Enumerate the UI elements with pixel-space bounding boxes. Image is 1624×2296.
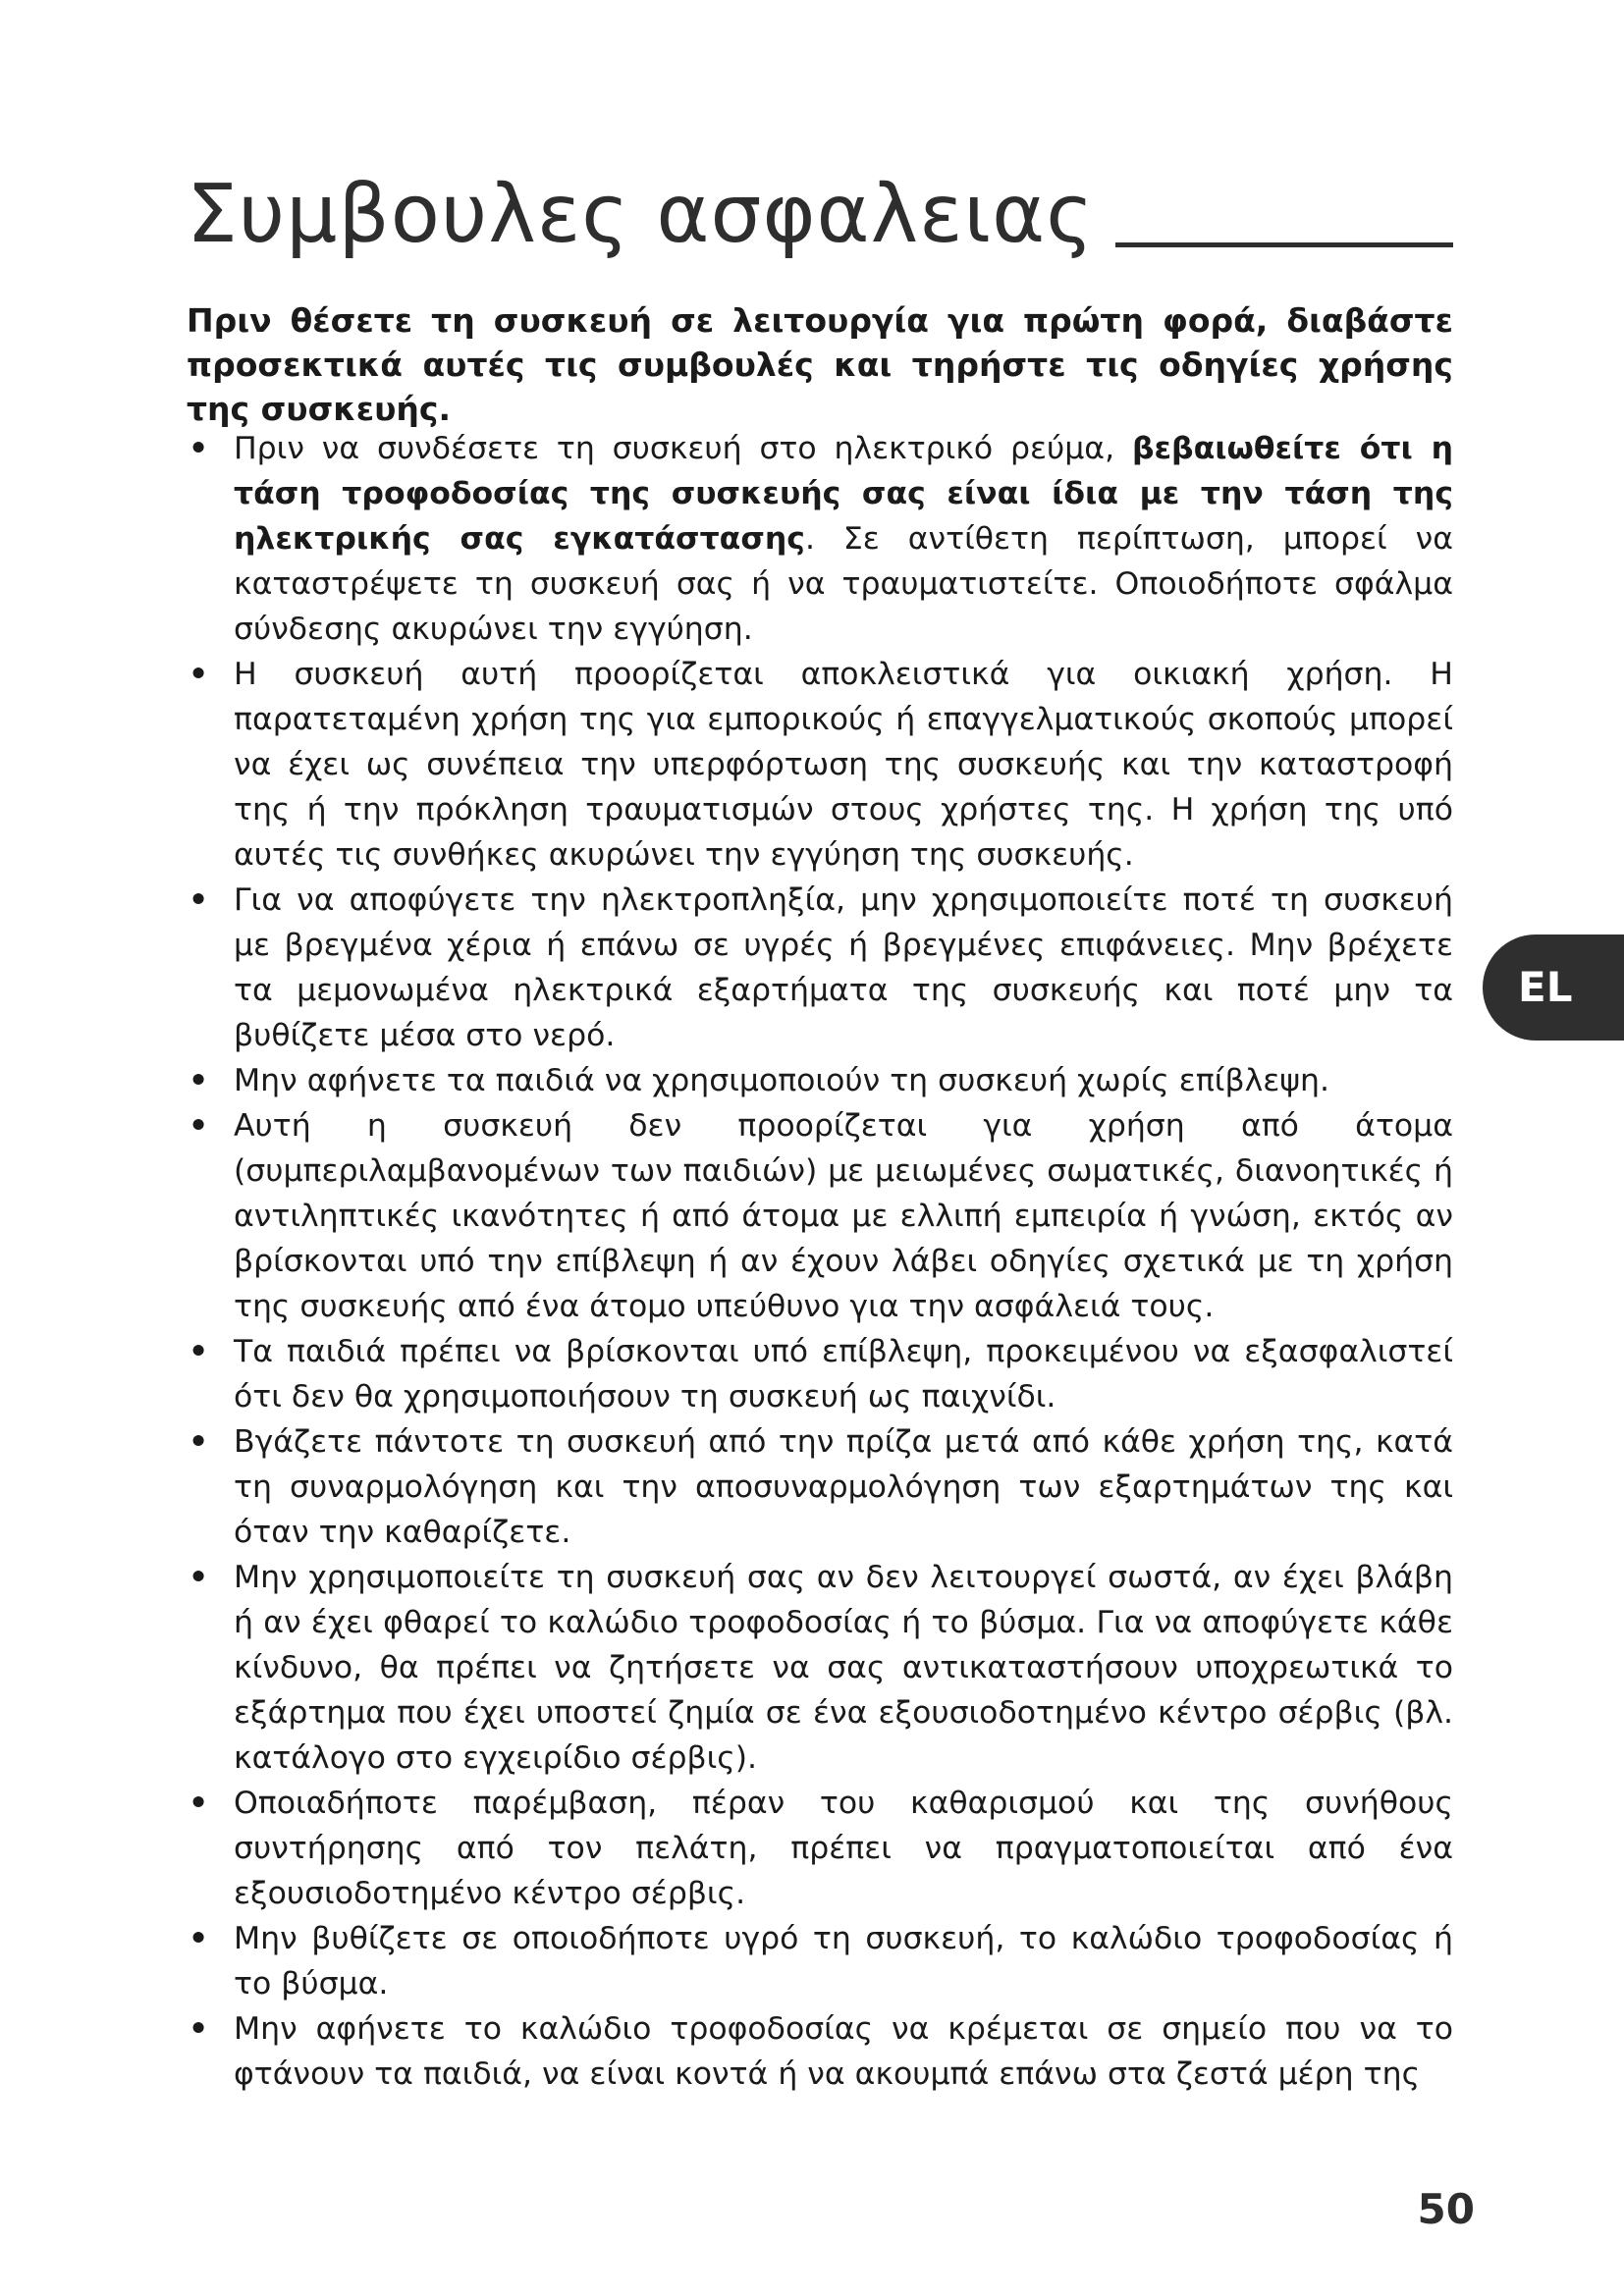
page-title-text: Συμβουλες ασφαλειας [187,168,1095,261]
item-text: Μην χρησιμοποιείτε τη συσκευή σας αν δεν λειτουργεί σωστά, αν έχει βλάβη ή αν έχει φθαρεί το καλώδιο τροφοδοσίας ή το βύσμα. Για να αποφύγετε κάθε κίνδυνο, θα πρέπει να ζητήσετε να σας αντικαταστήσουν υποχρεωτικά το εξάρτημα που έχει υποστεί ζημία σε ένα εξουσιοδοτημένο κέντρο σέρβις (βλ. κατάλογο στο εγχειρίδιο σέρβις). [234,1560,1453,1776]
item-text: Μην αφήνετε το καλώδιο τροφοδοσίας να κρέμεται σε σημείο που να το φτάνουν τα παιδιά, να είναι κοντά ή να ακουμπά επάνω στα ζεστά μέρη της [234,2011,1453,2092]
list-item [187,652,1453,878]
list-item [187,1781,1453,1916]
safety-instructions-list [187,426,1453,2097]
language-tab: EL [1483,934,1624,1041]
item-text: Μην αφήνετε τα παιδιά να χρησιμοποιούν τη συσκευή χωρίς επίβλεψη. [234,1063,1329,1098]
list-item [187,426,1453,652]
item-text: Για να αποφύγετε την ηλεκτροπληξία, μην χρησιμοποιείτε ποτέ τη συσκευή με βρεγμένα χέρια ή επάνω σε υγρές ή βρεγμένες επιφάνειες. Μην βρέχετε τα μεμονωμένα ηλεκτρικά εξαρτήματα της συσκευής και ποτέ μην τα βυθίζετε μέσα στο νερό. [234,882,1453,1053]
bullet-icon: • [189,657,209,692]
intro-paragraph: Πριν θέσετε τη συσκευή σε λειτουργία για πρώτη φορά, διαβάστε προσεκτικά αυτές τις συμβουλές και τηρήστε τις οδηγίες χρήσης της συσκευής. [187,301,1453,428]
list-item [187,1419,1453,1555]
item-text: Αυτή η συσκευή δεν προορίζεται για χρήση από άτομα (συμπεριλαμβανομένων των παιδιών) με μειωμένες σωματικές, διανοητικές ή αντιληπτικές ικανότητες ή από άτομα με ελλιπή εμπειρία ή γνώση, εκτός αν βρίσκονται υπό την επίβλεψη ή αν έχουν λάβει οδηγίες σχετικά με τη χρήση της συσκευής από ένα άτομο υπεύθυνο για την ασφάλειά τους. [234,1108,1453,1324]
bullet-icon: • [189,1560,209,1595]
item-text: Τα παιδιά πρέπει να βρίσκονται υπό επίβλεψη, προκειμένου να εξασφαλιστεί ότι δεν θα χρησιμοποιήσουν τη συσκευή ως παιχνίδι. [234,1334,1453,1415]
bullet-icon: • [189,882,209,918]
item-text: Βγάζετε πάντοτε τη συσκευή από την πρίζα μετά από κάθε χρήση της, κατά τη συναρμολόγηση και την αποσυναρμολόγηση των εξαρτημάτων της και όταν την καθαρίζετε. [234,1424,1453,1550]
item-text: Οποιαδήποτε παρέμβαση, πέραν του καθαρισμού και της συνήθους συντήρησης από τον πελάτη, πρέπει να πραγματοποιείται από ένα εξουσιοδοτημένο κέντρο σέρβις. [234,1786,1453,1911]
list-item [187,1916,1453,2006]
list-item [187,878,1453,1058]
page-title [187,168,1453,261]
list-item [187,2006,1453,2097]
list-item [187,1329,1453,1419]
bullet-icon: • [189,1921,209,1956]
bullet-icon: • [189,1063,209,1098]
bullet-icon: • [189,1334,209,1369]
item-text: Μην βυθίζετε σε οποιοδήποτε υγρό τη συσκευή, το καλώδιο τροφοδοσίας ή το βύσμα. [234,1921,1453,2002]
list-item [187,1555,1453,1781]
bullet-icon: • [189,1424,209,1460]
bullet-icon: • [189,431,209,466]
page-number: 50 [1417,2185,1475,2233]
list-item [187,1058,1453,1103]
title-underline-rule [1115,242,1453,247]
item-text-bold: βεβαιωθείτε ότι η τάση τροφοδοσίας της συσκευής σας είναι ίδια με την τάση της ηλεκτρικής σας εγκατάστασης [234,431,1453,557]
bullet-icon: • [189,2011,209,2047]
bullet-icon: • [189,1108,209,1144]
item-text: Η συσκευή αυτή προορίζεται αποκλειστικά για οικιακή χρήση. Η παρατεταμένη χρήση της για εμπορικούς ή επαγγελματικούς σκοπούς μπορεί να έχει ως συνέπεια την υπερφόρτωση της συσκευής και την καταστροφή της ή την πρόκληση τραυματισμών στους χρήστες της. Η χρήση της υπό αυτές τις συνθήκες ακυρώνει την εγγύηση της συσκευής. [234,657,1453,873]
item-text: Πριν να συνδέσετε τη συσκευή στο ηλεκτρικό ρεύμα, [234,431,1132,466]
bullet-icon: • [189,1786,209,1821]
item-text-tail: . Σε αντίθετη περίπτωση, μπορεί να καταστρέψετε τη συσκευή σας ή να τραυματιστείτε. Οποιοδήποτε σφάλμα σύνδεσης ακυρώνει την εγγύηση. [234,521,1453,647]
list-item [187,1103,1453,1329]
